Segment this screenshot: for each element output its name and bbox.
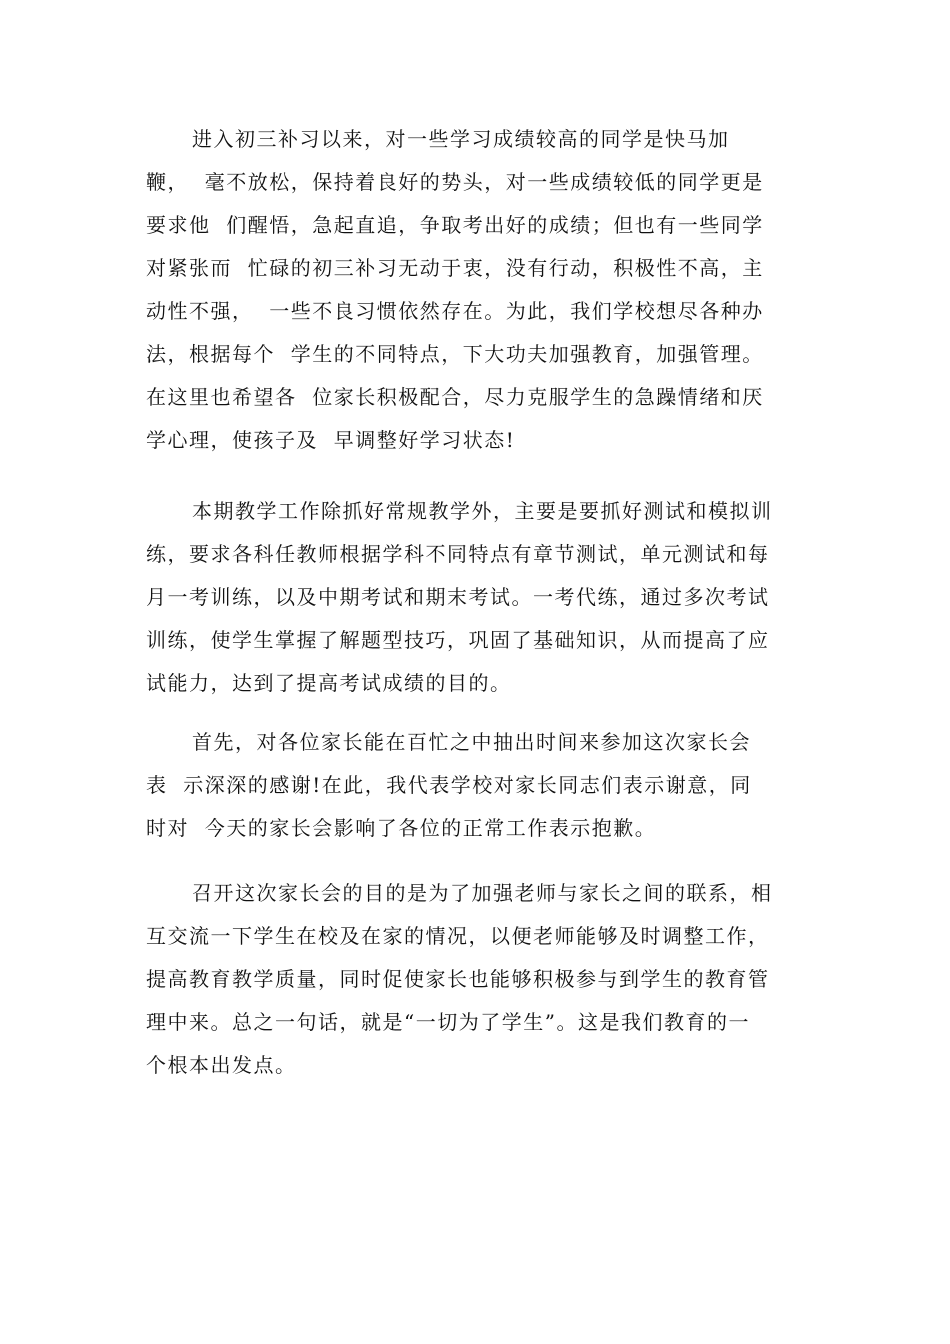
document-body [146,118,796,1087]
paragraph-line: 提高教育教学质量，同时促使家长也能够积极参与到学生的教育管 [146,967,770,991]
paragraph-line: 学心理，使孩子及 早调整好学习状态! [146,428,516,452]
paragraph-line: 个根本出发点。 [146,1053,297,1077]
paragraph-line: 本期教学工作除抓好常规教学外，主要是要抓好测试和模拟训 [192,499,773,523]
paragraph-line: 对紧张而 忙碌的初三补习无动于衷，没有行动，积极性不高，主 [146,256,764,280]
paragraph-line: 时对 今天的家长会影响了各位的正常工作表示抱歉。 [146,816,657,840]
paragraph-line: 首先，对各位家长能在百忙之中抽出时间来参加这次家长会 [192,730,751,754]
paragraph-line: 进入初三补习以来，对一些学习成绩较高的同学是快马加 [192,127,730,151]
paragraph-line: 表 示深深的感谢!在此，我代表学校对家长同志们表示谢意，同 [146,773,752,797]
paragraph-line: 练，要求各科任教师根据学科不同特点有章节测试，单元测试和每 [146,542,770,566]
paragraph-line: 试能力，达到了提高考试成绩的目的。 [146,671,512,695]
paragraph-line: 理中来。总之一句话，就是“一切为了学生”。这是我们教育的一 [146,1010,750,1034]
paragraph-line: 法，根据每个 学生的不同特点，下大功夫加强教育，加强管理。 [146,342,764,366]
paragraph-line: 互交流一下学生在校及在家的情况，以便老师能够及时调整工作， [146,924,770,948]
paragraph-line: 鞭， 毫不放松，保持着良好的势头，对一些成绩较低的同学更是 [146,170,764,194]
paragraph-4 [146,872,796,1087]
paragraph-line: 动性不强， 一些不良习惯依然存在。为此，我们学校想尽各种办 [146,299,764,323]
paragraph-3 [146,721,796,850]
paragraph-line: 训练，使学生掌握了解题型技巧，巩固了基础知识，从而提高了应 [146,628,770,652]
paragraph-line: 月一考训练，以及中期考试和期末考试。一考代练，通过多次考试 [146,585,770,609]
paragraph-1 [146,118,796,462]
paragraph-line: 在这里也希望各 位家长积极配合，尽力克服学生的急躁情绪和厌 [146,385,764,409]
paragraph-2 [146,490,796,705]
paragraph-line: 要求他 们醒悟，急起直追，争取考出好的成绩；但也有一些同学 [146,213,764,237]
paragraph-line: 召开这次家长会的目的是为了加强老师与家长之间的联系，相 [192,881,773,905]
